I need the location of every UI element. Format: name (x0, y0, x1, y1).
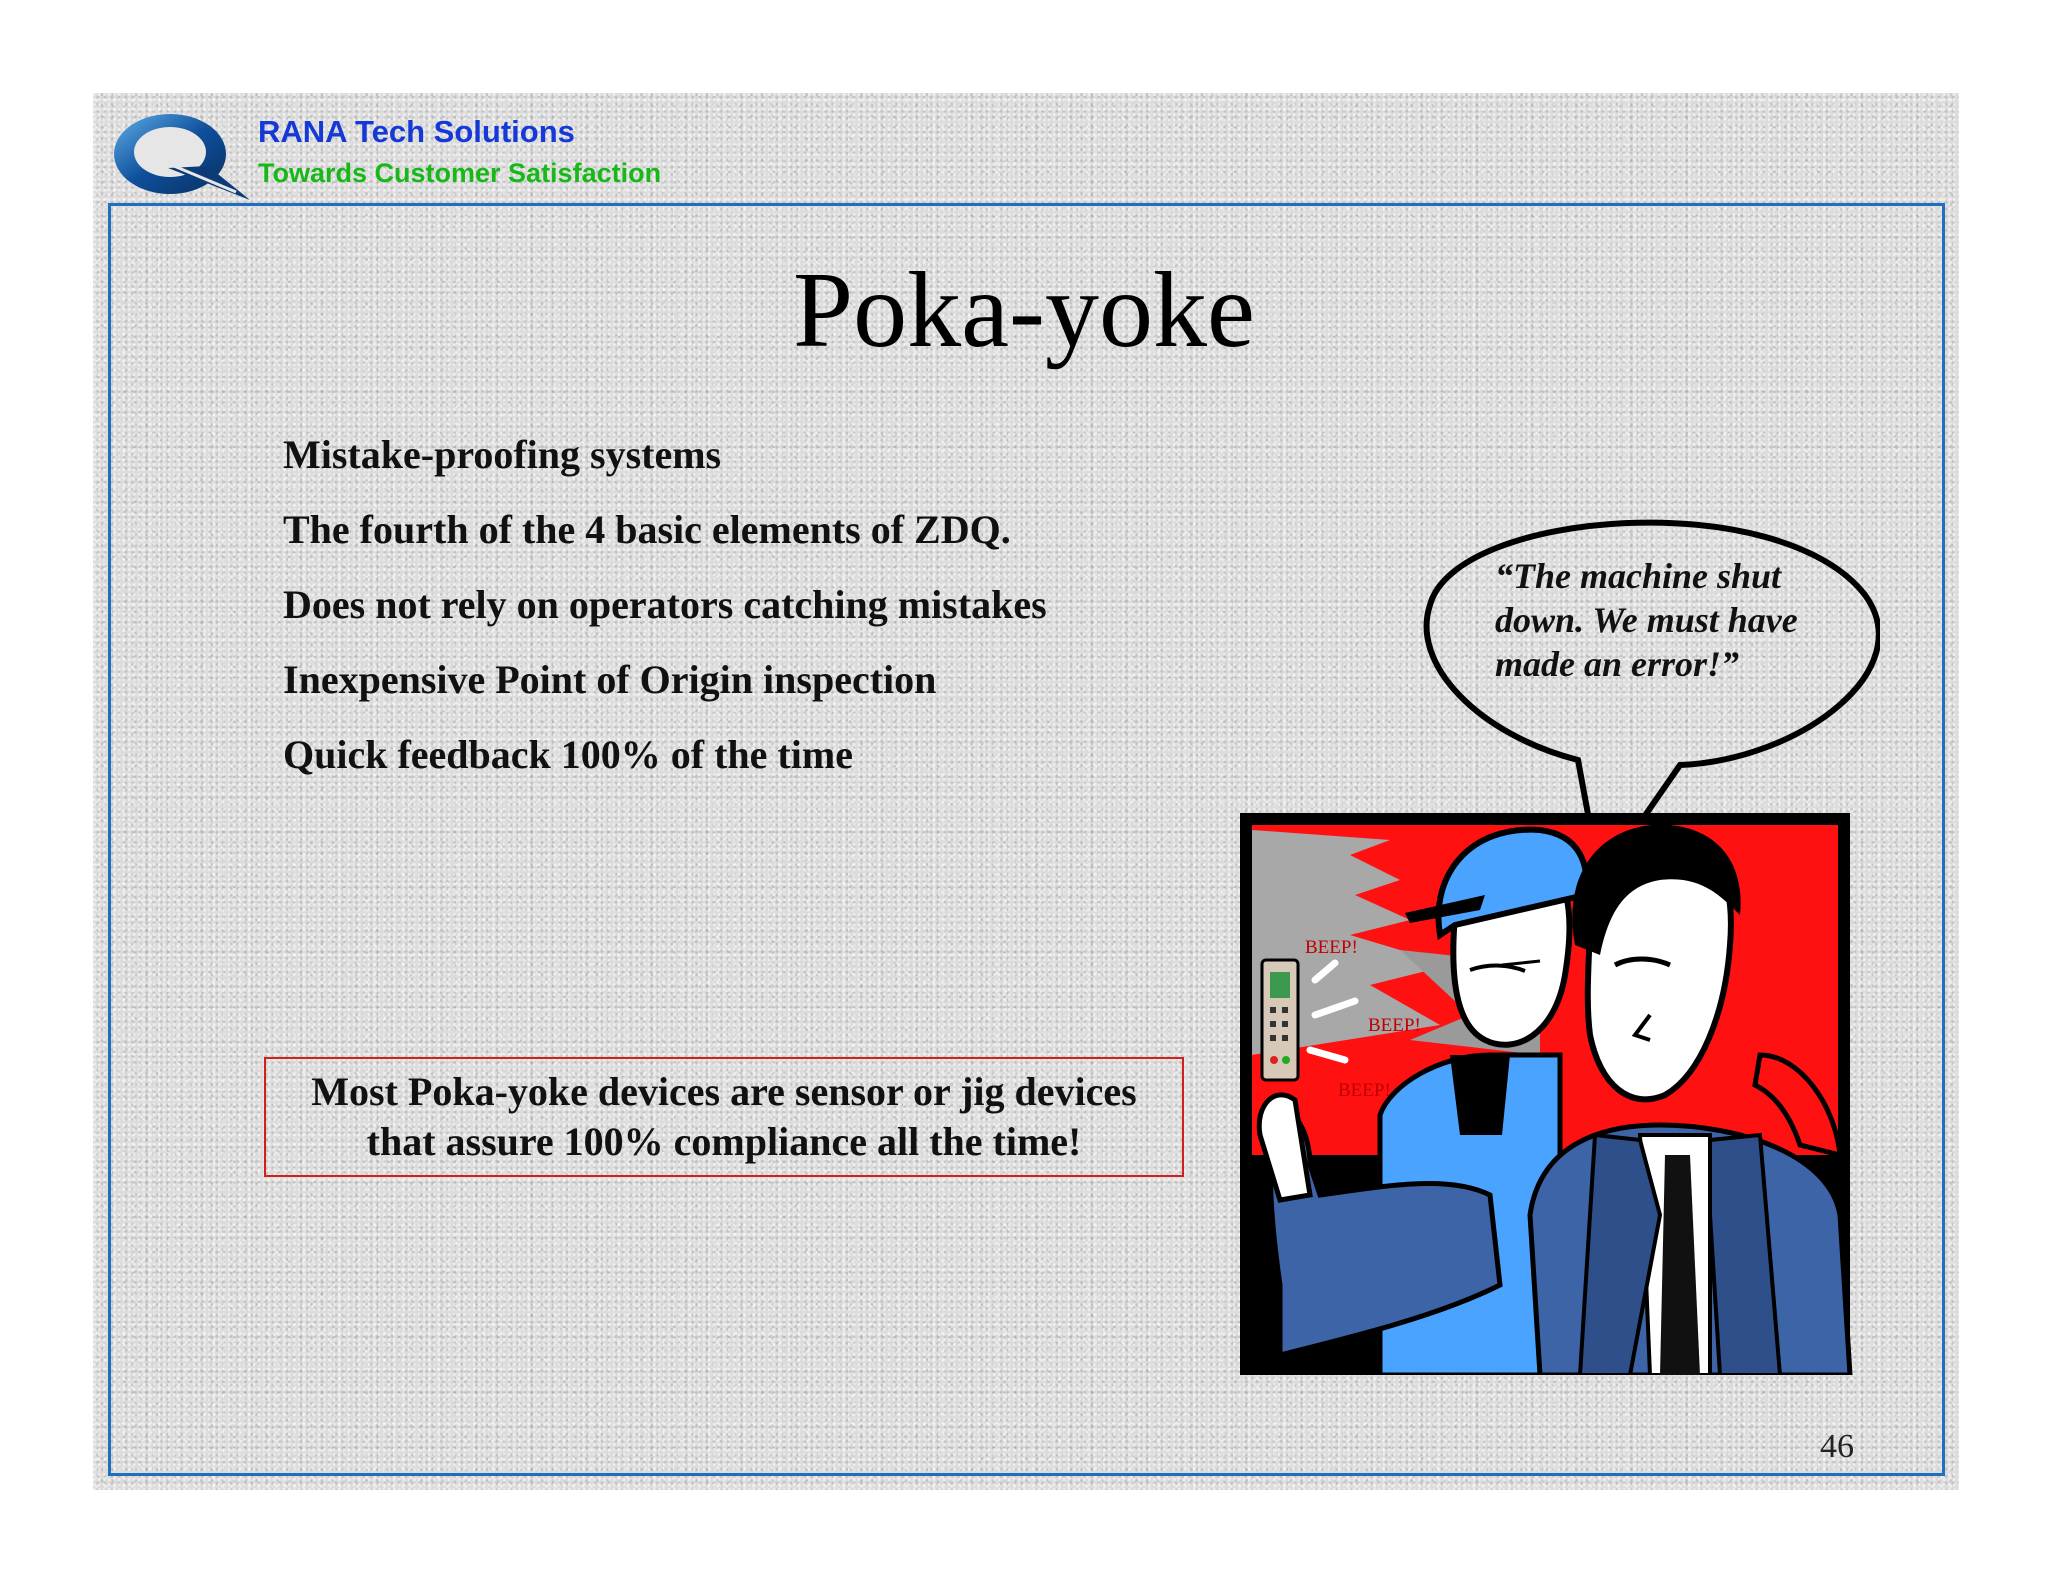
speech-line: down. We must have (1495, 600, 1798, 640)
company-name: RANA Tech Solutions (258, 114, 575, 149)
bullet-item: Quick feedback 100% of the time (283, 732, 853, 777)
beep-label: BEEP! (1305, 937, 1358, 958)
beep-label: BEEP! (1368, 1015, 1421, 1036)
bullet-item: The fourth of the 4 basic elements of ZDQ. (283, 507, 1011, 552)
slide-title: Poka-yoke (793, 251, 1255, 370)
company-logo (108, 108, 250, 202)
callout-line: Most Poka-yoke devices are sensor or jig devices (311, 1069, 1137, 1114)
callout-box (264, 1057, 1184, 1177)
bullet-item: Inexpensive Point of Origin inspection (283, 657, 937, 702)
bullet-item: Mistake-proofing systems (283, 432, 722, 477)
speech-line: made an error!” (1495, 644, 1740, 684)
beep-label: BEEP! (1338, 1080, 1391, 1101)
callout-line: that assure 100% compliance all the time! (366, 1119, 1082, 1164)
speech-bubble-text (1495, 554, 1835, 686)
bullet-item: Does not rely on operators catching mistakes (283, 582, 1047, 627)
company-tagline: Towards Customer Satisfaction (258, 158, 662, 188)
bullet-list (283, 430, 1047, 805)
page-number: 46 (1820, 1428, 1854, 1465)
speech-line: “The machine shut (1495, 556, 1782, 596)
